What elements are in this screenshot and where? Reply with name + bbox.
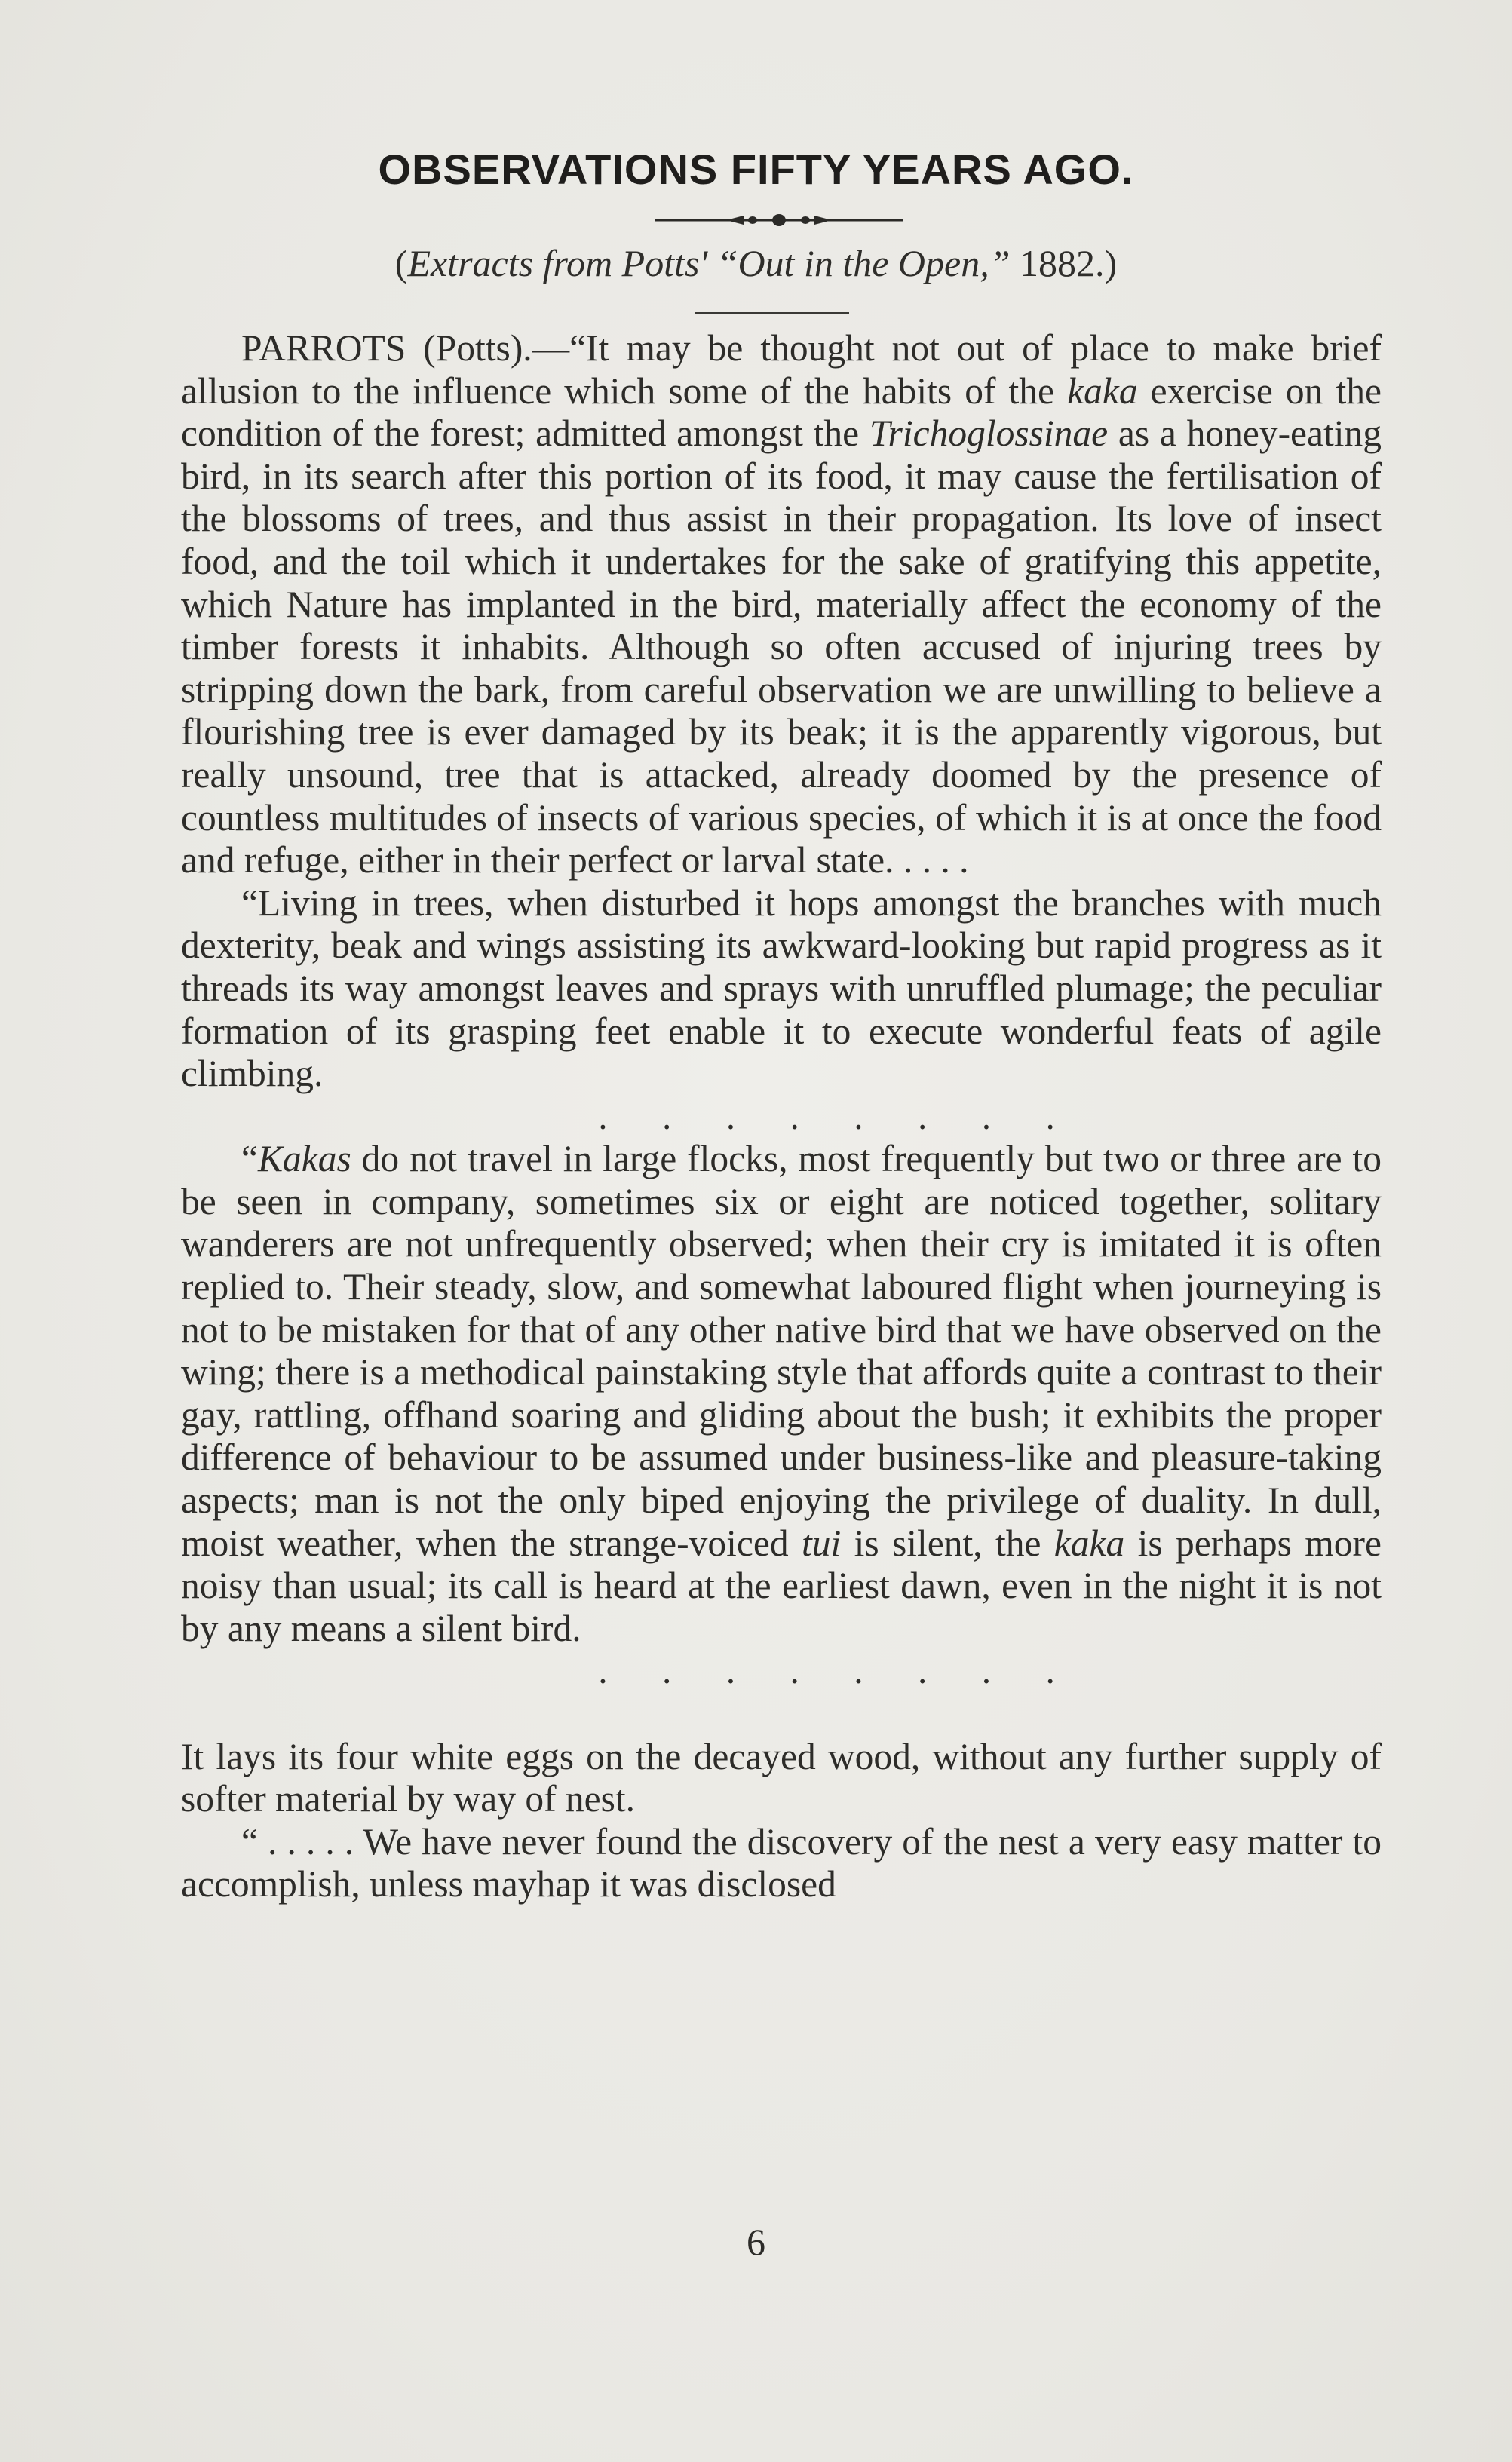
para3-kaka: kaka: [1053, 1522, 1125, 1564]
ellipsis-row-2: . . . . . . . .: [598, 1650, 1055, 1692]
para3-open: “: [241, 1138, 258, 1180]
ornament-divider: [655, 211, 903, 229]
ellipsis-row: . . . . . . . .: [598, 1095, 1055, 1137]
para1-family: Trichoglossinae: [869, 412, 1109, 455]
para1-kaka: kaka: [1067, 369, 1138, 412]
para3-part3: is perhaps more noisy than usual; its call is heard at the earliest dawn, even in the night it is not by any means a silent bird.: [181, 1522, 1382, 1649]
para1-lead: PARROTS (Potts).—“It may be thought not out of place to make brief allusion to the influence which some of the habits of the: [181, 327, 1382, 412]
source-citation: [0, 241, 1512, 285]
paragraph-eggs: It lays its four white eggs on the decayed wood, without any further supply of softer material by way of nest.: [181, 1735, 1382, 1820]
paragraph-kakas-flocks: [181, 1138, 1382, 1650]
para3-kakas: Kakas: [257, 1138, 351, 1180]
source-year: 1882.): [1010, 242, 1118, 284]
source-title: Extracts from Potts' “Out in the Open,”: [407, 242, 1011, 284]
page-title: OBSERVATIONS FIFTY YEARS AGO.: [378, 146, 1134, 193]
para1-rest: as a honey-eating bird, in its search after this portion of its food, it may cause the fertilisation of the blossoms of trees, and thus assist in their propagation. Its love of insect food, and the toil which it undertakes for the sake of gratifying this appetite, which Nature has implanted in the bird, materially affect the economy of the timber forests it inhabits. Although so often accused of injuring trees by stripping down the bark, from careful observation we are unwilling to believe a flourishing tree is ever damaged by its beak; it is the apparently vigorous, but really unsound, tree that is attacked, already doomed by the presence of countless multitudes of insects of various species, of which it is at once the food and refuge, either in their perfect or larval state. . . . .: [181, 412, 1382, 881]
source-open: (: [394, 242, 408, 284]
para1-mid: exercise on the condition of the forest; admitted amongst the: [181, 369, 1382, 455]
paragraph-nest: “ . . . . . We have never found the discovery of the nest a very easy matter to accomplish, unless mayhap it was disclosed: [181, 1820, 1382, 1906]
source-underline: [695, 312, 849, 314]
paragraph-parrots: [181, 327, 1382, 882]
article-body: [181, 327, 1382, 1906]
page-number: 6: [747, 2221, 765, 2263]
paragraph-living-in-trees: “Living in trees, when disturbed it hops amongst the branches with much dexterity, beak and wings assisting its awkward-looking but rapid progress as it threads its way amongst leaves and sprays with unruffled plumage; the peculiar formation of its grasping feet enable it to execute wonderful feats of agile climbing.: [181, 881, 1382, 1095]
para3-tui: tui: [801, 1522, 842, 1564]
para3-part2: is silent, the: [841, 1522, 1054, 1564]
para3-part1: do not travel in large flocks, most frequently but two or three are to be seen in company, sometimes six or eight are noticed together, solitary wanderers are not unfrequently observed; when their cry is imitated it is often replied to. Their steady, slow, and somewhat laboured flight when journeying is not to be mistaken for that of any other native bird that we have observed on the wing; there is a methodical painstaking style that affords quite a contrast to their gay, rattling, offhand soaring and gliding about the bush; it exhibits the proper difference of behaviour to be assumed under business-like and pleasure-taking aspects; man is not the only biped enjoying the privilege of duality. In dull, moist weather, when the strange-voiced: [181, 1138, 1382, 1564]
